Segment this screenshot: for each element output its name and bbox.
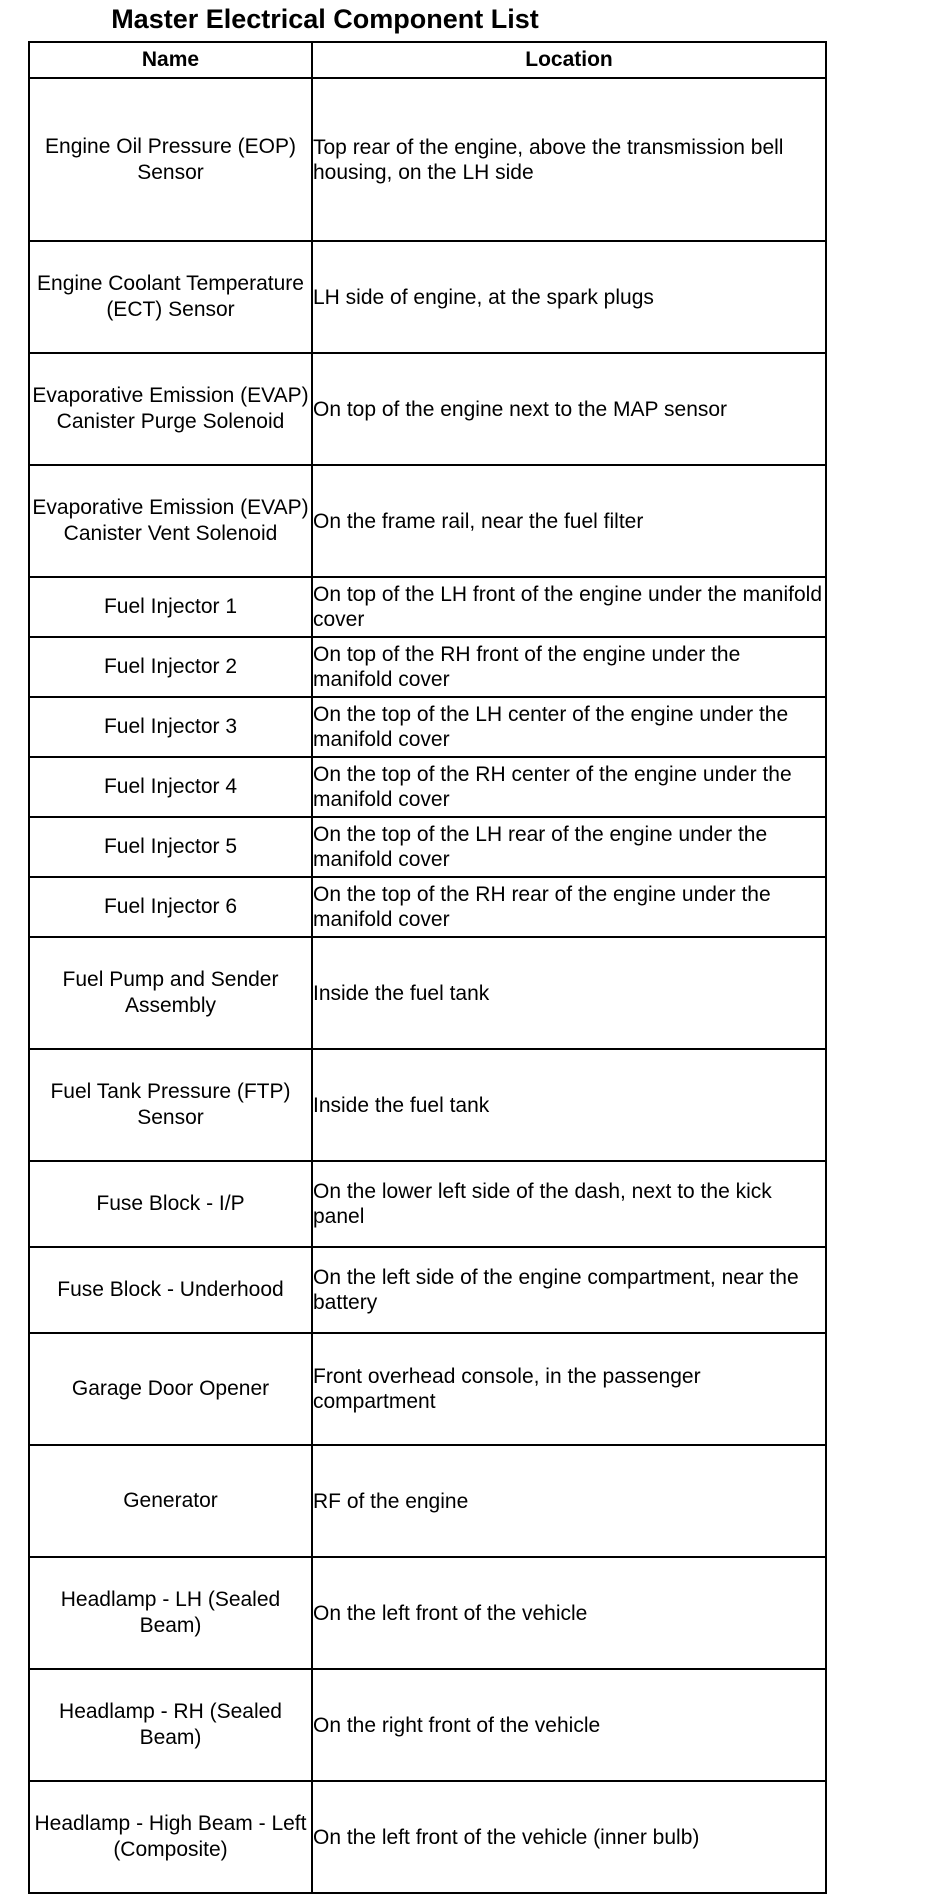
table-row: [29, 637, 826, 697]
table-row: [29, 465, 826, 577]
column-header-location: Location: [312, 42, 826, 78]
component-name: Fuel Injector 2: [29, 637, 312, 697]
table-row: [29, 353, 826, 465]
component-table: [28, 41, 827, 1894]
component-name: Fuel Injector 4: [29, 757, 312, 817]
component-location: Top rear of the engine, above the transmission bell housing, on the LH side: [312, 78, 826, 241]
table-row: [29, 937, 826, 1049]
page-title: [0, 0, 944, 38]
component-location: On the top of the RH center of the engine under the manifold cover: [312, 757, 826, 817]
component-location: On the top of the RH rear of the engine under the manifold cover: [312, 877, 826, 937]
table-header-row: [29, 42, 826, 78]
component-name: Fuse Block - I/P: [29, 1161, 312, 1247]
component-name: Headlamp - High Beam - Left (Composite): [29, 1781, 312, 1893]
table-row: [29, 1669, 826, 1781]
component-name: Evaporative Emission (EVAP) Canister Purge Solenoid: [29, 353, 312, 465]
component-location: On top of the LH front of the engine under the manifold cover: [312, 577, 826, 637]
table-row: [29, 1161, 826, 1247]
component-location: On the left front of the vehicle: [312, 1557, 826, 1669]
component-location: Front overhead console, in the passenger compartment: [312, 1333, 826, 1445]
component-name: Fuel Injector 1: [29, 577, 312, 637]
component-name: Engine Oil Pressure (EOP) Sensor: [29, 78, 312, 241]
table-row: [29, 1049, 826, 1161]
component-name: Fuel Injector 5: [29, 817, 312, 877]
table-row: [29, 757, 826, 817]
table-row: [29, 697, 826, 757]
component-location: On the left side of the engine compartment, near the battery: [312, 1247, 826, 1333]
table-row: [29, 1333, 826, 1445]
component-name: Generator: [29, 1445, 312, 1557]
component-location: On the lower left side of the dash, next to the kick panel: [312, 1161, 826, 1247]
column-header-name: Name: [29, 42, 312, 78]
component-name: Headlamp - RH (Sealed Beam): [29, 1669, 312, 1781]
table-row: [29, 1557, 826, 1669]
component-name: Fuel Injector 6: [29, 877, 312, 937]
component-name: Garage Door Opener: [29, 1333, 312, 1445]
component-name: Fuel Injector 3: [29, 697, 312, 757]
component-name: Fuel Tank Pressure (FTP) Sensor: [29, 1049, 312, 1161]
component-location: LH side of engine, at the spark plugs: [312, 241, 826, 353]
component-location: On top of the RH front of the engine under the manifold cover: [312, 637, 826, 697]
table-row: [29, 78, 826, 241]
table-row: [29, 817, 826, 877]
component-name: Headlamp - LH (Sealed Beam): [29, 1557, 312, 1669]
table-row: [29, 877, 826, 937]
component-name: Evaporative Emission (EVAP) Canister Vent Solenoid: [29, 465, 312, 577]
component-location: On the right front of the vehicle: [312, 1669, 826, 1781]
component-location: On the top of the LH center of the engine under the manifold cover: [312, 697, 826, 757]
page-title-text: Master Electrical Component List: [111, 4, 539, 34]
component-location: Inside the fuel tank: [312, 937, 826, 1049]
table-row: [29, 577, 826, 637]
component-name: Engine Coolant Temperature (ECT) Sensor: [29, 241, 312, 353]
table-row: [29, 1247, 826, 1333]
table-row: [29, 1445, 826, 1557]
component-name: Fuel Pump and Sender Assembly: [29, 937, 312, 1049]
table-row: [29, 241, 826, 353]
component-location: On the frame rail, near the fuel filter: [312, 465, 826, 577]
component-name: Fuse Block - Underhood: [29, 1247, 312, 1333]
component-location: On top of the engine next to the MAP sensor: [312, 353, 826, 465]
table-row: [29, 1781, 826, 1893]
component-location: On the top of the LH rear of the engine under the manifold cover: [312, 817, 826, 877]
component-location: Inside the fuel tank: [312, 1049, 826, 1161]
component-location: RF of the engine: [312, 1445, 826, 1557]
component-location: On the left front of the vehicle (inner bulb): [312, 1781, 826, 1893]
